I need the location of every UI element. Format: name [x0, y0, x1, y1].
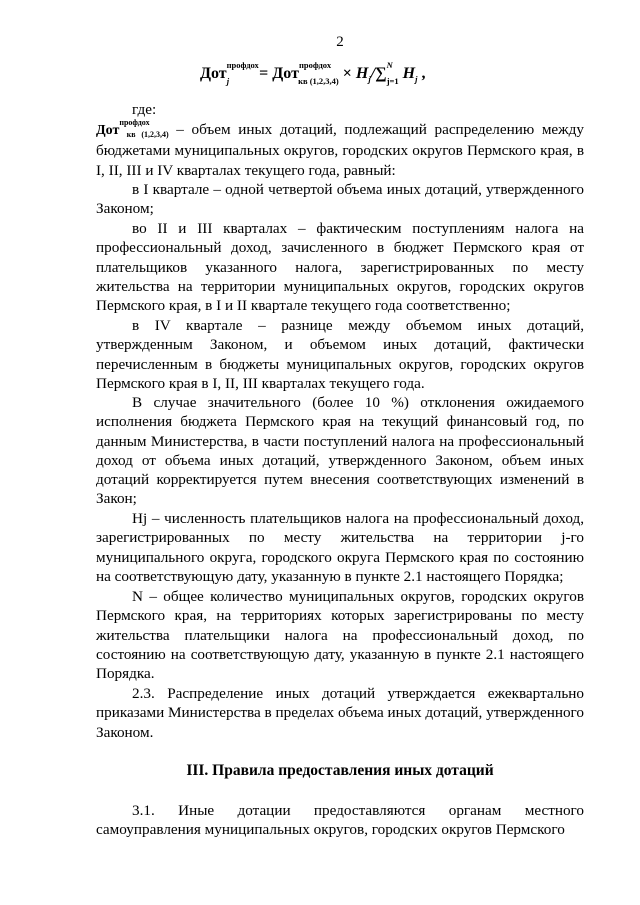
section-heading: III. Правила предоставления иных дотаций — [186, 762, 494, 779]
formula-hj-sub: j — [368, 74, 371, 84]
formula-eq: = — [255, 65, 273, 82]
dot-definition: Дот$^{профдох}_{кв (1,2,3,4)}$ – объем иных дотаций, подлежащий распределению между бюджетами муниципальных округов, городских округов Пермского края, в I, II, III и IV кварталах текущего года, равный: — [96, 118, 584, 179]
formula-times: × — [338, 65, 356, 82]
formula-lhs-sub: j — [226, 76, 230, 86]
formula-rhs: Дот — [272, 65, 299, 82]
formula-hj: H — [355, 65, 369, 82]
paragraph: в I квартале – одной четвертой объема иных дотаций, утвержденного Законом; — [96, 181, 584, 218]
where-label: где: — [132, 101, 157, 118]
formula-sum-sup: N — [386, 60, 393, 70]
formula-lhs-sup: профдох — [226, 60, 259, 70]
formula-hj2: H — [398, 65, 416, 82]
page-number: 2 — [336, 34, 344, 50]
section-paragraph: 3.1. Иные дотации предоставляются органам местного самоуправления муниципальных округов, городских округов Пермского — [96, 802, 584, 839]
formula-end: , — [417, 65, 426, 82]
formula-rhs-sub: кв (1,2,3,4) — [298, 76, 339, 86]
formula-lhs: Дот — [200, 65, 227, 82]
distribution-formula — [200, 60, 580, 86]
paragraph: Hj – численность плательщиков налога на профессиональный доход, зарегистрированных по месту жительства на территории j-го муниципального округа, городского округа Пермского края по состоянию на соответствующую дату, указанную в пункте 2.1 настоящего Порядка; — [96, 510, 584, 585]
paragraph: N – общее количество муниципальных округов, городских округов Пермского края, на территориях которых зарегистрированы по месту жительства плательщики налога на профессиональный доход, по состоянию на соответствующую дату, указанную в пункте 2.1 настоящего Порядка. — [96, 588, 584, 683]
paragraph: В случае значительного (более 10 %) отклонения ожидаемого исполнения бюджета Пермского края на текущий финансовый год, по данным Министерства, в части поступлений налога на профессиональный доход от объема иных дотаций, утвержденного Законом, объем иных дотаций корректируется путем внесения соответствующих изменений в Закон; — [96, 394, 584, 508]
paragraph: во II и III кварталах – фактическим поступлениям налога на профессиональный доход, зачисленного в бюджет Пермского края от плательщиков указанного налога, зарегистрированных по месту жительства на территории муниципальных округов, городских округов Пермского края, в I и II квартале текущего года соответственно; — [96, 220, 584, 315]
formula-hj2-sub: j — [415, 74, 418, 84]
paragraph: 2.3. Распределение иных дотаций утверждается ежеквартально приказами Министерства в пределах объема иных дотаций, утвержденного Законом. — [96, 685, 584, 741]
formula-rhs-sup: профдох — [298, 60, 332, 70]
paragraph: в IV квартале – разнице между объемом иных дотаций, утвержденным Законом, и объемом иных дотаций, фактически перечисленным в бюджеты муниципальных округов, городских округов Пермского края в I, II, III кварталах текущего года. — [96, 317, 584, 392]
dot-symbol: Дот$^{профдох}_{кв (1,2,3,4)}$ — [96, 118, 169, 139]
formula-sum-sub: j=1 — [386, 76, 399, 86]
formula-sum: /∑ — [370, 65, 387, 82]
